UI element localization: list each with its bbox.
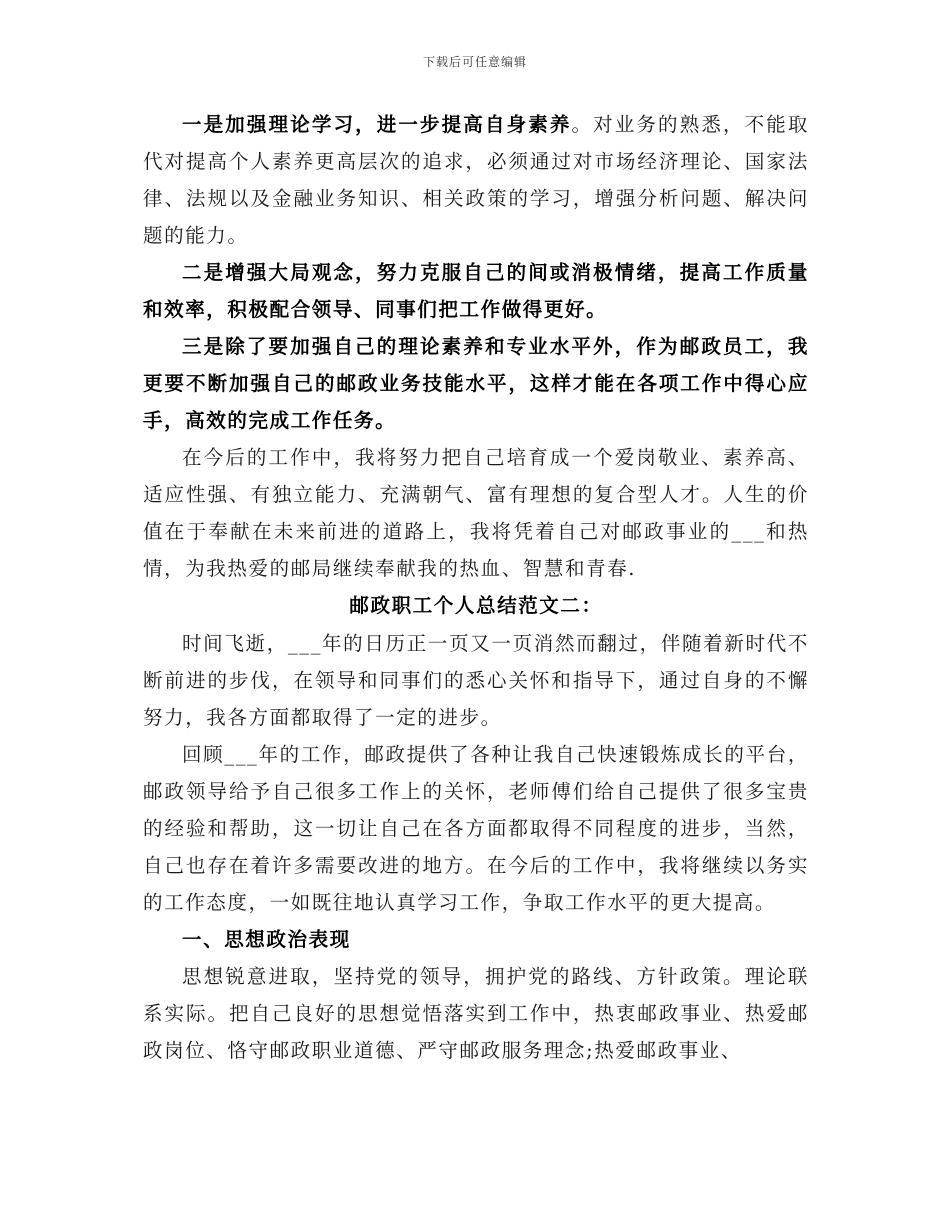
- paragraph-ideology: 思想锐意进取，坚持党的领导，拥护党的路线、方针政策。理论联系实际。把自己良好的思想觉悟落实到工作中，热衷邮政事业、热爱邮政岗位、恪守邮政职业道德、严守邮政服务理念;热爱邮政事业、: [143, 965, 809, 1062]
- document-body: [143, 106, 809, 1069]
- page-header: 下载后可任意编辑: [422, 55, 527, 69]
- paragraph-time-flies: 时间飞逝，___年的日历正一页又一页消然而翻过，伴随着新时代不断前进的步伐，在领导和同事们的悉心关怀和指导下，通过自身的不懈努力，我各方面都取得了一定的进步。: [143, 632, 809, 729]
- section-title: 邮政职工个人总结范文二：: [349, 594, 603, 617]
- paragraph-theory-study: [143, 106, 809, 254]
- paragraph-future-work: 在今后的工作中，我将努力把自己培育成一个爱岗敬业、素养高、适应性强、有独立能力、充满朝气、富有理想的复合型人才。人生的价值在于奉献在未来前进的道路上，我将凭着自己对邮政事业的___和热情，为我热爱的邮局继续奉献我的热血、智慧和青春.: [143, 446, 809, 580]
- paragraph-big-picture: 二是增强大局观念，努力克服自己的间或消极情绪，提高工作质量和效率，积极配合领导、同事们把工作做得更好。: [143, 261, 809, 321]
- paragraph-review: 回顾___年的工作，邮政提供了各种让我自己快速锻炼成长的平台，邮政领导给予自己很多工作上的关怀，老师傅们给自己提供了很多宝贵的经验和帮助，这一切让自己在各方面都取得不同程度的进步，当然，自己也存在着许多需要改进的地方。在今后的工作中，我将继续以务实的工作态度，一如既往地认真学习工作，争取工作水平的更大提高。: [143, 743, 809, 914]
- paragraph-lead-bold: 一是加强理论学习，进一步提高自身素养: [182, 113, 572, 136]
- paragraph-skill-level: 三是除了要加强自己的理论素养和专业水平外，作为邮政员工，我更要不断加强自己的邮政业务技能水平，这样才能在各项工作中得心应手，高效的完成工作任务。: [143, 335, 809, 432]
- subheading-political: 一、思想政治表现: [182, 928, 351, 951]
- paragraph-rest: 。对业务的熟悉，不能取代对提高个人素养更高层次的追求，必须通过对市场经济理论、国家法律、法规以及金融业务知识、相关政策的学习，增强分析问题、解决问题的能力。: [143, 113, 809, 247]
